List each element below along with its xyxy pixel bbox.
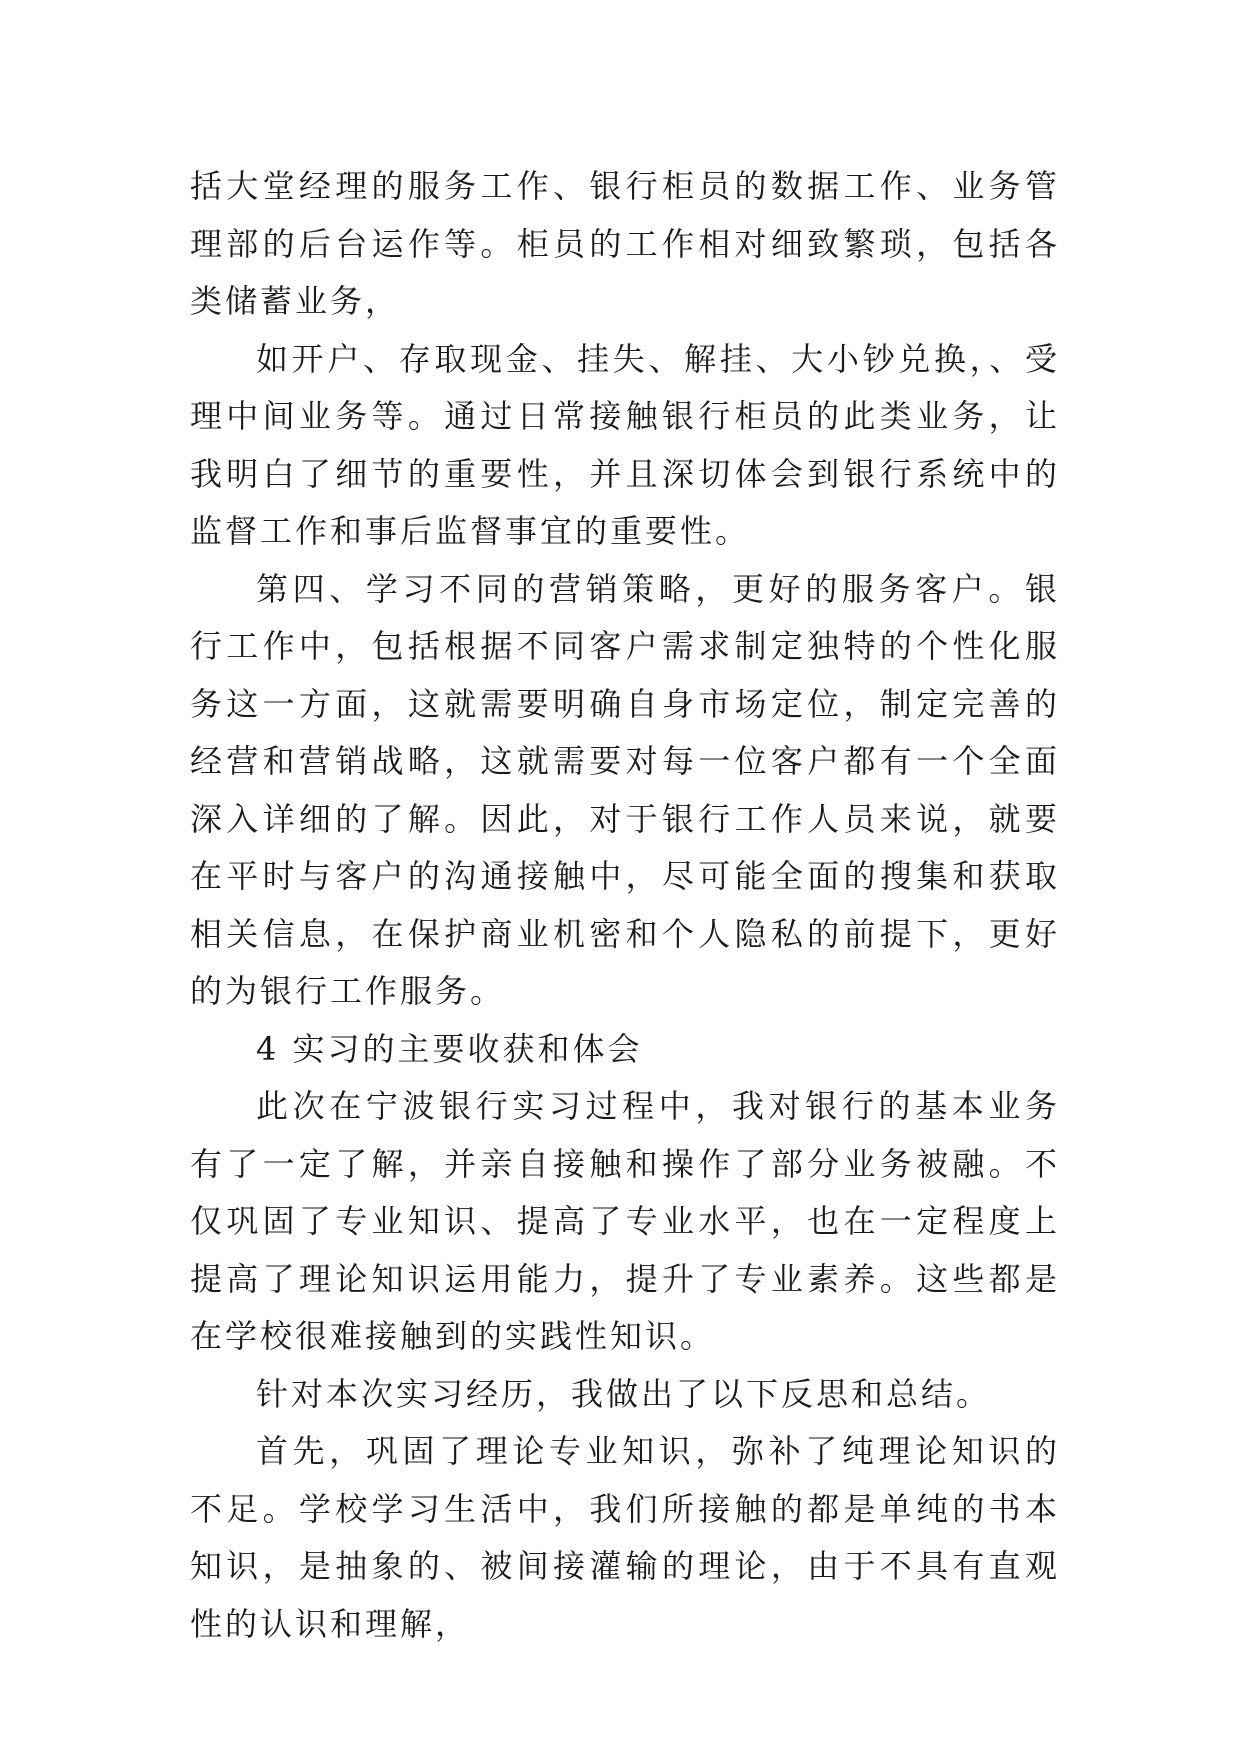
document-body (190, 158, 1060, 1653)
paragraph-3: 第四、学习不同的营销策略，更好的服务客户。银行工作中，包括根据不同客户需求制定独特的个性化服务这一方面，这就需要明确自身市场定位，制定完善的经营和营销战略，这就需要对每一位客户都有一个全面深入详细的了解。因此，对于银行工作人员来说，就要在平时与客户的沟通接触中，尽可能全面的搜集和获取相关信息，在保护商业机密和个人隐私的前提下，更好的为银行工作服务。 (190, 569, 1060, 1010)
paragraph-4: 此次在宁波银行实习过程中，我对银行的基本业务有了一定了解，并亲自接触和操作了部分业务被融。不仅巩固了专业知识、提高了专业水平，也在一定程度上提高了理论知识运用能力，提升了专业素养。这些都是在学校很难接触到的实践性知识。 (190, 1087, 1060, 1355)
paragraph-2: 如开户、存取现金、挂失、解挂、大小钞兑换，、受理中间业务等。通过日常接触银行柜员的此类业务，让我明白了细节的重要性，并且深切体会到银行系统中的监督工作和事后监督事宜的重要性。 (190, 339, 1060, 550)
paragraph-6: 首先，巩固了理论专业知识，弥补了纯理论知识的不足。学校学习生活中，我们所接触的都是单纯的书本知识，是抽象的、被间接灌输的理论，由于不具有直观性的认识和理解， (190, 1432, 1060, 1643)
paragraph-5: 针对本次实习经历，我做出了以下反思和总结。 (256, 1374, 992, 1413)
paragraph-1: 括大堂经理的服务工作、银行柜员的数据工作、业务管理部的后台运作等。柜员的工作相对细致繁琐，包括各类储蓄业务， (190, 167, 1060, 320)
section-heading: 4 实习的主要收获和体会 (256, 1029, 643, 1068)
